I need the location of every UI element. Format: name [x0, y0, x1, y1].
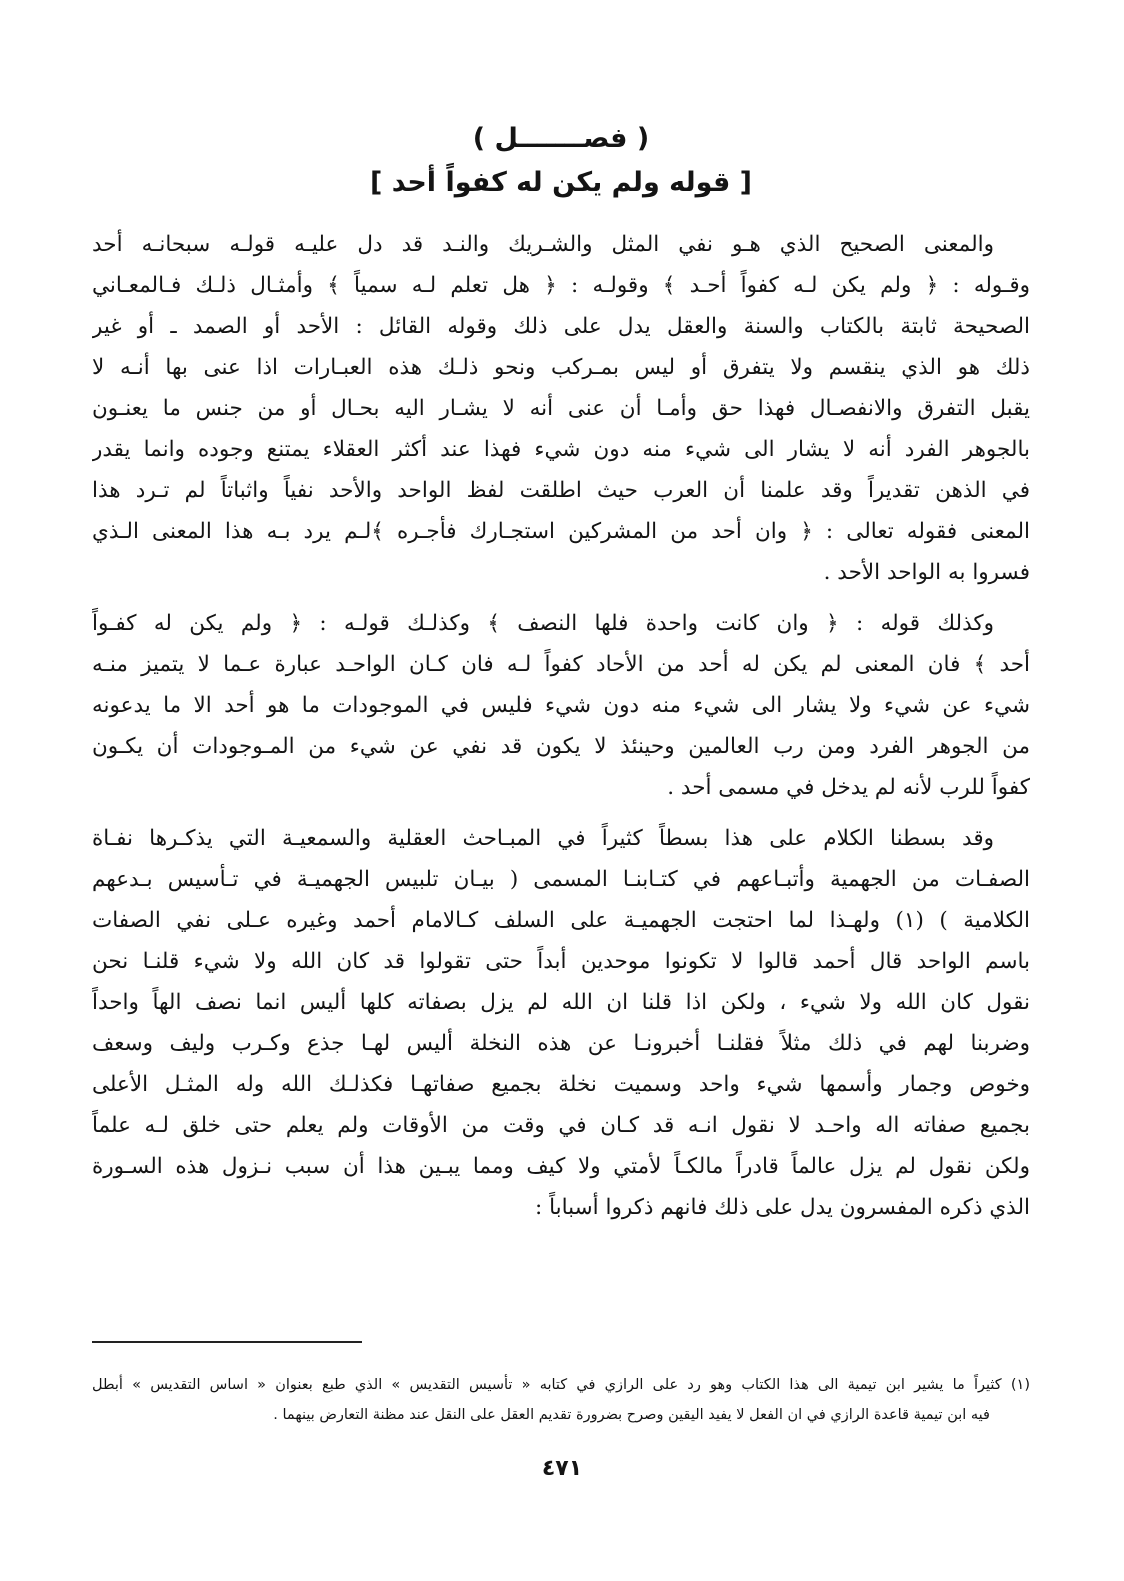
text-line: ولكن نقول لم يزل عالماً قادراً مالكـاً لأمتي ولا كيف ومما يبـين هذا أن سبب نـزول هذه السـورة	[92, 1154, 1030, 1179]
text-line: الكلامية ) (١) ولهـذا لما احتجت الجهميـة على السلف كـالامام أحمد وغيره عـلى نفي الصفات	[92, 908, 1030, 933]
text-line: باسم الواحد قال أحمد قالوا لا تكونوا موحدين أبداً حتى تقولوا قد كان الله ولا شيء قلنـا نحن	[92, 949, 1030, 974]
text-line: والمعنى الصحيح الذي هـو نفي المثل والشـريك والنـد قد دل عليـه قولـه سبحانـه أحد	[92, 232, 994, 257]
footnote-line: فيه ابن تيمية قاعدة الرازي في ان الفعل لا يفيد اليقين وصرح بضرورة تقديم العقل على النقل عند مظنة التعارض بينهما .	[273, 1407, 990, 1423]
text-line: وكذلك قوله : ﴿ وان كانت واحدة فلها النصف ﴾ وكذلـك قولـه : ﴿ ولم يكن له كفـواً	[92, 611, 994, 636]
text-line: أحد ﴾ فان المعنى لم يكن له أحد من الأحاد كفواً لـه فان كـان الواحـد عبارة عـما لا يتميز منـه	[92, 652, 1030, 677]
text-line: وخوص وجمار وأسمها شيء واحد وسميت نخلة بجميع صفاتهـا فكذلـك الله وله المثـل الأعلى	[92, 1072, 1030, 1097]
footnote	[92, 1370, 1030, 1430]
text-line: ذلك هو الذي ينقسم ولا يتفرق أو ليس بمـركب ونحو ذلـك هذه العبـارات اذا عنى بها أنـه لا	[92, 355, 1030, 380]
text-line: وقـوله : ﴿ ولم يكن لـه كفواً أحـد ﴾ وقولـه : ﴿ هل تعلم لـه سمياً ﴾ وأمثـال ذلـك فـالمعـاني	[92, 273, 1030, 298]
paragraph-2	[92, 603, 1030, 808]
text-line: بالجوهر الفرد أنه لا يشار الى شيء منه دون شيء فهذا عند أكثر العقلاء يمتنع وجوده وانما يقدر	[92, 437, 1030, 462]
footnote-divider	[92, 1341, 362, 1343]
paragraph-1	[92, 224, 1030, 593]
page-content	[92, 118, 1030, 1238]
text-line: المعنى فقوله تعالى : ﴿ وان أحد من المشركين استجـارك فأجـره ﴾لـم يرد بـه هذا المعنى الـذي	[92, 519, 1030, 544]
text-line: الصحيحة ثابتة بالكتاب والسنة والعقل يدل على ذلك وقوله القائل : الأحد أو الصمد ـ أو غير	[92, 314, 1030, 339]
section-title: ( فصـــــــل )	[472, 123, 650, 154]
text-line: نقول كان الله ولا شيء ، ولكن اذا قلنا ان الله لم يزل بصفاته كلها أليس انما نصف الهاً واحداً	[92, 990, 1030, 1015]
page-number: ٤٧١	[541, 1456, 583, 1481]
text-line: بجميع صفاته اله واحـد لا نقول انـه قد كـان في وقت من الأوقات ولم يعلم حتى خلق لـه علماً	[92, 1113, 1030, 1138]
text-line: شيء عن شيء ولا يشار الى شيء منه دون شيء فليس في الموجودات ما هو أحد الا ما يدعونه	[92, 693, 1030, 718]
section-subtitle: [ قوله ولم يكن له كفواً أحد ]	[370, 167, 752, 198]
text-line: في الذهن تقديراً وقد علمنا أن العرب حيث اطلقت لفظ الواحد والأحد نفياً واثباتاً لم تـرد هذا	[92, 478, 1030, 503]
text-line: كفواً للرب لأنه لم يدخل في مسمى أحد .	[667, 775, 1030, 800]
text-line: فسروا به الواحد الأحد .	[823, 560, 1030, 585]
text-line: يقبل التفرق والانفصـال فهذا حق وأمـا أن عنى أنه لا يشـار اليه بحـال أو من جنس ما يعنـون	[92, 396, 1030, 421]
text-line: الصفـات من الجهمية وأتبـاعهم في كتـابنـا المسمى ( بيـان تلبيس الجهميـة في تـأسيس بـدعهم	[92, 867, 1030, 892]
text-line: وقد بسطنا الكلام على هذا بسطاً كثيراً في المبـاحث العقلية والسمعيـة التي يذكـرها نفـاة	[92, 826, 994, 851]
body-text	[92, 224, 1030, 1228]
text-line: الذي ذكره المفسرون يدل على ذلك فانهم ذكروا أسباباً :	[535, 1195, 1030, 1220]
text-line: وضربنا لهم في ذلك مثلاً فقلنـا أخبرونـا عن هذه النخلة أليس لهـا جذع وكـرب وليف وسعف	[92, 1031, 1030, 1056]
footnote-line: (١) كثيراً ما يشير ابن تيمية الى هذا الكتاب وهو رد على الرازي في كتابه « تأسيس التقديس » الذي طبع بعنوان « اساس التقديس » أبطل	[92, 1377, 1030, 1393]
text-line: من الجوهر الفرد ومن رب العالمين وحينئذ لا يكون قد نفي عن شيء من المـوجودات أن يكـون	[92, 734, 1030, 759]
paragraph-3	[92, 818, 1030, 1228]
